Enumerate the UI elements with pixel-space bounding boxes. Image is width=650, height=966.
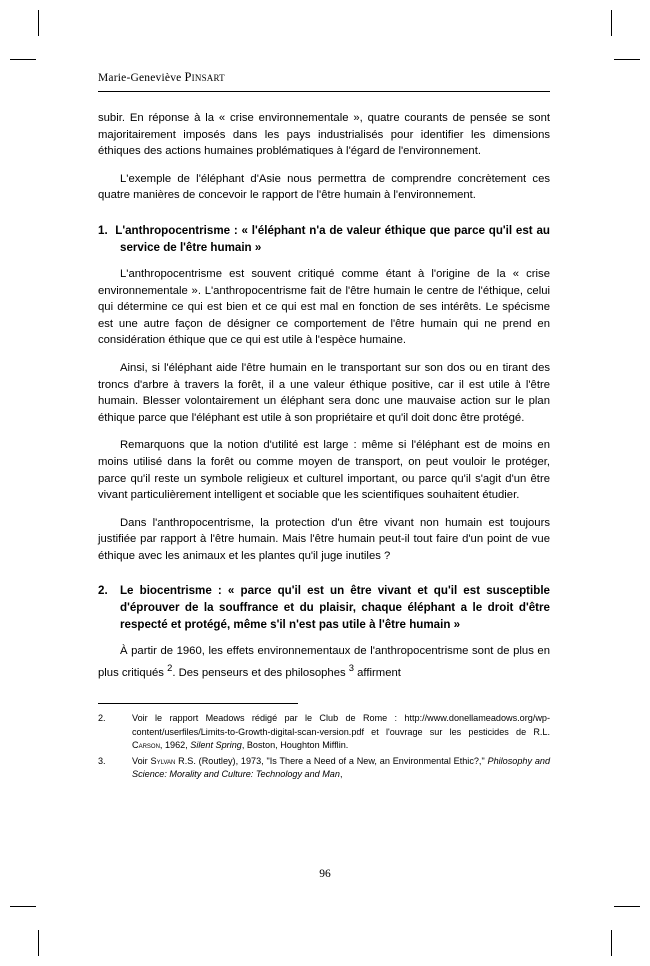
body-paragraph: subir. En réponse à la « crise environnementale », quatre courants de pensée se sont majoritairement imposés dans les pays industrialisés pour identifier les dimensions éthiques des actions humaines problématiques à l'égard de l'environnement.: [98, 112, 550, 158]
crop-mark-top-left: [38, 10, 39, 36]
footnote-smallcaps: Sylvan: [150, 756, 176, 767]
crop-mark-left-bottom: [10, 906, 36, 907]
footnote-text-b: R.S. (Routley), 1973, "Is There a Need of a New, an Environmental Ethic?,": [175, 756, 488, 767]
footnote-text-c: , Boston, Houghton Mifflin.: [241, 739, 349, 750]
body-paragraph: L'exemple de l'éléphant d'Asie nous permettra de comprendre concrètement ces quatre manières de concevoir le rapport de l'être humain à l'environnement.: [98, 172, 550, 202]
footnote-text: [132, 712, 550, 752]
footnote-ref-3[interactable]: 3: [348, 662, 355, 674]
page-number: 96: [319, 868, 331, 880]
header-rule: [98, 91, 550, 92]
section-number-2: 2.: [98, 584, 108, 598]
body-paragraph: Ainsi, si l'éléphant aide l'être humain en le transportant sur son dos ou en tirant des troncs d'arbre à travers la forêt, il a une valeur éthique positive, car il est utile à l'être humain. Blesser volontairement un éléphant sera donc une mauvaise action sur le plan éthique parce que l'éléphant est utile à son propriétaire et qu'il doit donc être protégé.: [98, 361, 550, 424]
crop-mark-left-top: [10, 59, 36, 60]
crop-mark-bottom-right: [611, 930, 612, 956]
page-content: [98, 70, 550, 784]
section-heading-2: [98, 582, 550, 633]
running-head: [98, 70, 550, 85]
footnote-ref-2[interactable]: 2: [167, 662, 173, 674]
footnote-title-italic: Silent Spring: [190, 739, 242, 750]
footnote-separator: [98, 703, 298, 704]
footnote-title-italic: Philosophy and Science: Morality and Culture: Technology and Man: [132, 756, 550, 780]
footnote-text-b: , 1962,: [159, 739, 191, 750]
crop-mark-bottom-left: [38, 930, 39, 956]
paragraph-part-b: . Des penseurs et des philosophes: [172, 666, 349, 679]
crop-mark-right-bottom: [614, 906, 640, 907]
section-title-2: Le biocentrisme : « parce qu'il est un être vivant et qu'il est susceptible d'éprouver de la souffrance et du plaisir, chaque éléphant a le droit d'être respecté et protégé, même s'il n'est pas utile à l'être humain »: [119, 584, 550, 632]
paragraph-part-c: affirment: [354, 666, 401, 679]
body-paragraph: L'anthropocentrisme est souvent critiqué comme étant à l'origine de la « crise environnementale ». L'anthropocentrisme fait de l'être humain le centre de l'éthique, celui qui détermine ce qui est bien et ce qui est mal en fonction de ses intérêts. Le spécisme est une autre façon de désigner ce comportement de l'être humain qui ne prend en considération éthique que ce qui est utile à l'espèce humaine.: [98, 267, 550, 347]
body-paragraph: Dans l'anthropocentrisme, la protection d'un être vivant non humain est toujours justifiée par rapport à l'être humain. Mais l'être humain peut-il tout faire d'un point de vue éthique avec les animaux et les plantes qu'il juge inutiles ?: [98, 516, 550, 562]
crop-mark-top-right: [611, 10, 612, 36]
running-head-firstname: Marie-Geneviève: [98, 72, 185, 84]
paragraph-part-a: À partir de 1960, les effets environnementaux de l'anthropocentrisme sont de plus en plus critiqués: [98, 645, 550, 679]
footnote-item: [98, 755, 550, 781]
crop-mark-right-top: [614, 59, 640, 60]
running-head-lastname: Pinsart: [184, 70, 225, 84]
body-paragraph: Remarquons que la notion d'utilité est large : même si l'éléphant est de moins en moins utilisé dans la forêt ou comme moyen de transport, on peut vouloir le protéger, parce qu'il reste un symbole religieux et culturel important, ou parce qu'il s'agit d'un être vivant particulièrement intelligent et sociable que les scientifiques souhaitent étudier.: [98, 439, 550, 502]
footnote-text-a: Voir: [132, 756, 151, 767]
footnote-text: [132, 755, 550, 781]
section-number-1: 1.: [98, 223, 108, 237]
footnote-text-c: ,: [339, 769, 343, 780]
footnote-number: 2.: [98, 713, 106, 724]
body-paragraph-with-notes: [98, 643, 550, 681]
footnote-number: 3.: [98, 756, 106, 767]
footnotes: [98, 712, 550, 781]
section-title-1: L'anthropocentrisme : « l'éléphant n'a de valeur éthique que parce qu'il est au service de l'être humain »: [115, 223, 550, 254]
section-heading-1: [98, 222, 550, 256]
footnote-item: [98, 712, 550, 752]
footnote-smallcaps: Carson: [132, 739, 160, 750]
footnote-text-a: Voir le rapport Meadows rédigé par le Club de Rome : http://www.donellameadows.org/wp-content/userfiles/Limits-to-Growth-digital-scan-version.pdf et l'ouvrage sur les pesticides de R.L.: [132, 713, 550, 737]
